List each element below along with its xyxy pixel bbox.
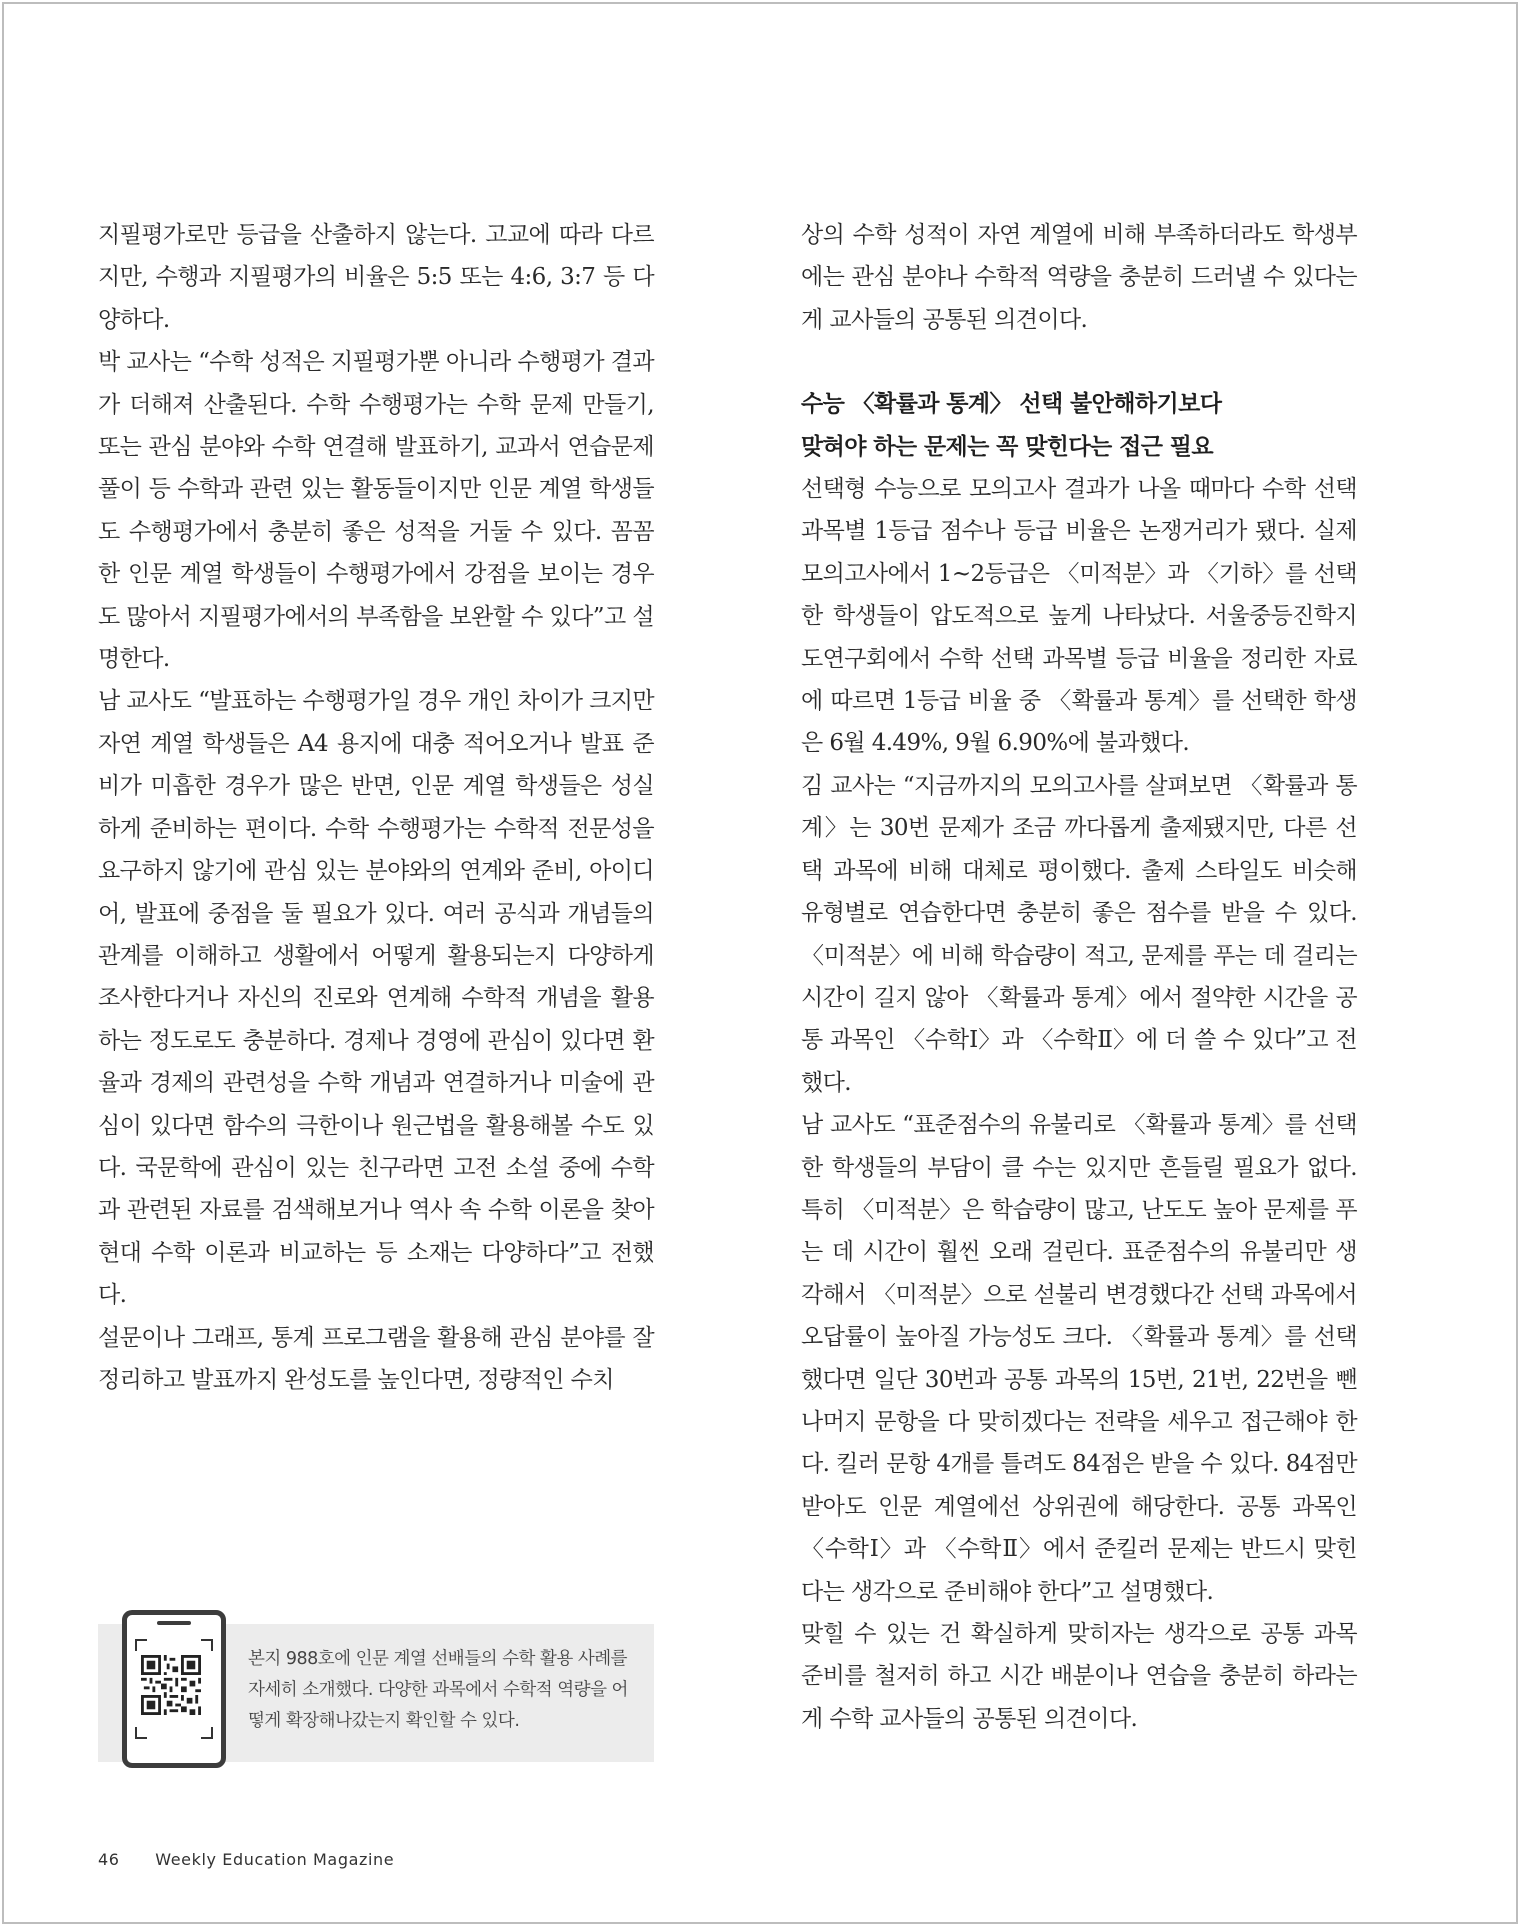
article-paragraph: 지필평가로만 등급을 산출하지 않는다. 고교에 따라 다르지만, 수행과 지필평가의 비율은 5:5 또는 4:6, 3:7 등 다양하다. — [98, 222, 654, 333]
section-heading-line: 수능 〈확률과 통계〉 선택 불안해하기보다 — [801, 391, 1222, 418]
scan-corner-icon — [135, 1639, 147, 1651]
article-paragraph: 설문이나 그래프, 통계 프로그램을 활용해 관심 분야를 잘 정리하고 발표까지 완성도를 높인다면, 정량적인 수치 — [98, 1324, 654, 1393]
qr-info-text: 본지 988호에 인문 계열 선배들의 수학 활용 사례를 자세히 소개했다. 다양한 과목에서 수학적 역량을 어떻게 확장해나갔는지 확인할 수 있다. — [248, 1649, 628, 1731]
scan-corner-icon — [135, 1727, 147, 1739]
article-paragraph: 남 교사도 “발표하는 수행평가일 경우 개인 차이가 크지만 자연 계열 학생들은 A4 용지에 대충 적어오거나 발표 준비가 미흡한 경우가 많은 반면, 인문 계열 학생들은 성실하게 준비하는 편이다. 수학 수행평가는 수학적 전문성을 요구하지 않기에 관심 있는 분야와의 연계와 준비, 아이디어, 발표에 중점을 둘 필요가 있다. 여러 공식과 개념들의 관계를 이해하고 생활에서 어떻게 활용되는지 다양하게 조사한다거나 자신의 진로와 연계해 수학적 개념을 활용하는 정도로도 충분하다. 경제나 경영에 관심이 있다면 환율과 경제의 관련성을 수학 개념과 연결하거나 미술에 관심이 있다면 함수의 극한이나 원근법을 활용해볼 수도 있다. 국문학에 관심이 있는 친구라면 고전 소설 중에 수학과 관련된 자료를 검색해보거나 역사 속 수학 이론을 찾아 현대 수학 이론과 비교하는 등 소재는 다양하다”고 전했다. — [98, 688, 654, 1309]
page-footer — [98, 1850, 394, 1869]
left-column — [98, 214, 654, 1401]
qr-code-icon[interactable] — [141, 1655, 201, 1715]
right-column — [801, 214, 1357, 1740]
section-heading-line: 맞혀야 하는 문제는 꼭 맞힌다는 접근 필요 — [801, 433, 1213, 460]
qr-info-box — [98, 1624, 654, 1762]
page-number: 46 — [98, 1850, 120, 1869]
phone-icon — [122, 1610, 226, 1768]
article-paragraph: 상의 수학 성적이 자연 계열에 비해 부족하더라도 학생부에는 관심 분야나 수학적 역량을 충분히 드러낼 수 있다는 게 교사들의 공통된 의견이다. — [801, 222, 1357, 333]
article-paragraph: 박 교사는 “수학 성적은 지필평가뿐 아니라 수행평가 결과가 더해져 산출된다. 수학 수행평가는 수학 문제 만들기, 또는 관심 분야와 수학 연결해 발표하기, 교과서 연습문제 풀이 등 수학과 관련 있는 활동들이지만 인문 계열 학생들도 수행평가에서 충분히 좋은 성적을 거둘 수 있다. 꼼꼼한 인문 계열 학생들이 수행평가에서 강점을 보이는 경우도 많아서 지필평가에서의 부족함을 보완할 수 있다”고 설명한다. — [98, 349, 654, 673]
magazine-page — [2, 2, 1518, 1924]
article-paragraph: 맞힐 수 있는 건 확실하게 맞히자는 생각으로 공통 과목 준비를 철저히 하고 시간 배분이나 연습을 충분히 하라는 게 수학 교사들의 공통된 의견이다. — [801, 1621, 1357, 1732]
scan-corner-icon — [201, 1639, 213, 1651]
magazine-name: Weekly Education Magazine — [155, 1850, 395, 1869]
article-paragraph: 남 교사도 “표준점수의 유불리로 〈확률과 통계〉를 선택한 학생들의 부담이 클 수는 있지만 흔들릴 필요가 없다. 특히 〈미적분〉은 학습량이 많고, 난도도 높아 문제를 푸는 데 시간이 훨씬 오래 걸린다. 표준점수의 유불리만 생각해서 〈미적분〉으로 섣불리 변경했다간 선택 과목에서 오답률이 높아질 가능성도 크다. 〈확률과 통계〉를 선택했다면 일단 30번과 공통 과목의 15번, 21번, 22번을 뺀 나머지 문항을 다 맞히겠다는 전략을 세우고 접근해야 한다. 킬러 문항 4개를 틀려도 84점은 받을 수 있다. 84점만 받아도 인문 계열에선 상위권에 해당한다. 공통 과목인 〈수학Ⅰ〉과 〈수학Ⅱ〉에서 준킬러 문제는 반드시 맞힌다는 생각으로 준비해야 한다”고 설명했다. — [801, 1112, 1357, 1605]
article-paragraph: 김 교사는 “지금까지의 모의고사를 살펴보면 〈확률과 통계〉는 30번 문제가 조금 까다롭게 출제됐지만, 다른 선택 과목에 비해 대체로 평이했다. 출제 스타일도 비슷해 유형별로 연습한다면 충분히 좋은 점수를 받을 수 있다. 〈미적분〉에 비해 학습량이 적고, 문제를 푸는 데 걸리는 시간이 길지 않아 〈확률과 통계〉에서 절약한 시간을 공통 과목인 〈수학Ⅰ〉과 〈수학Ⅱ〉에 더 쓸 수 있다”고 전했다. — [801, 772, 1357, 1096]
article-paragraph: 선택형 수능으로 모의고사 결과가 나올 때마다 수학 선택 과목별 1등급 점수나 등급 비율은 논쟁거리가 됐다. 실제 모의고사에서 1~2등급은 〈미적분〉과 〈기하〉를 선택한 학생들이 압도적으로 높게 나타났다. 서울중등진학지도연구회에서 수학 선택 과목별 등급 비율을 정리한 자료에 따르면 1등급 비율 중 〈확률과 통계〉를 선택한 학생은 6월 4.49%, 9월 6.90%에 불과했다. — [801, 476, 1357, 757]
scan-corner-icon — [201, 1727, 213, 1739]
section-heading — [801, 383, 1357, 468]
